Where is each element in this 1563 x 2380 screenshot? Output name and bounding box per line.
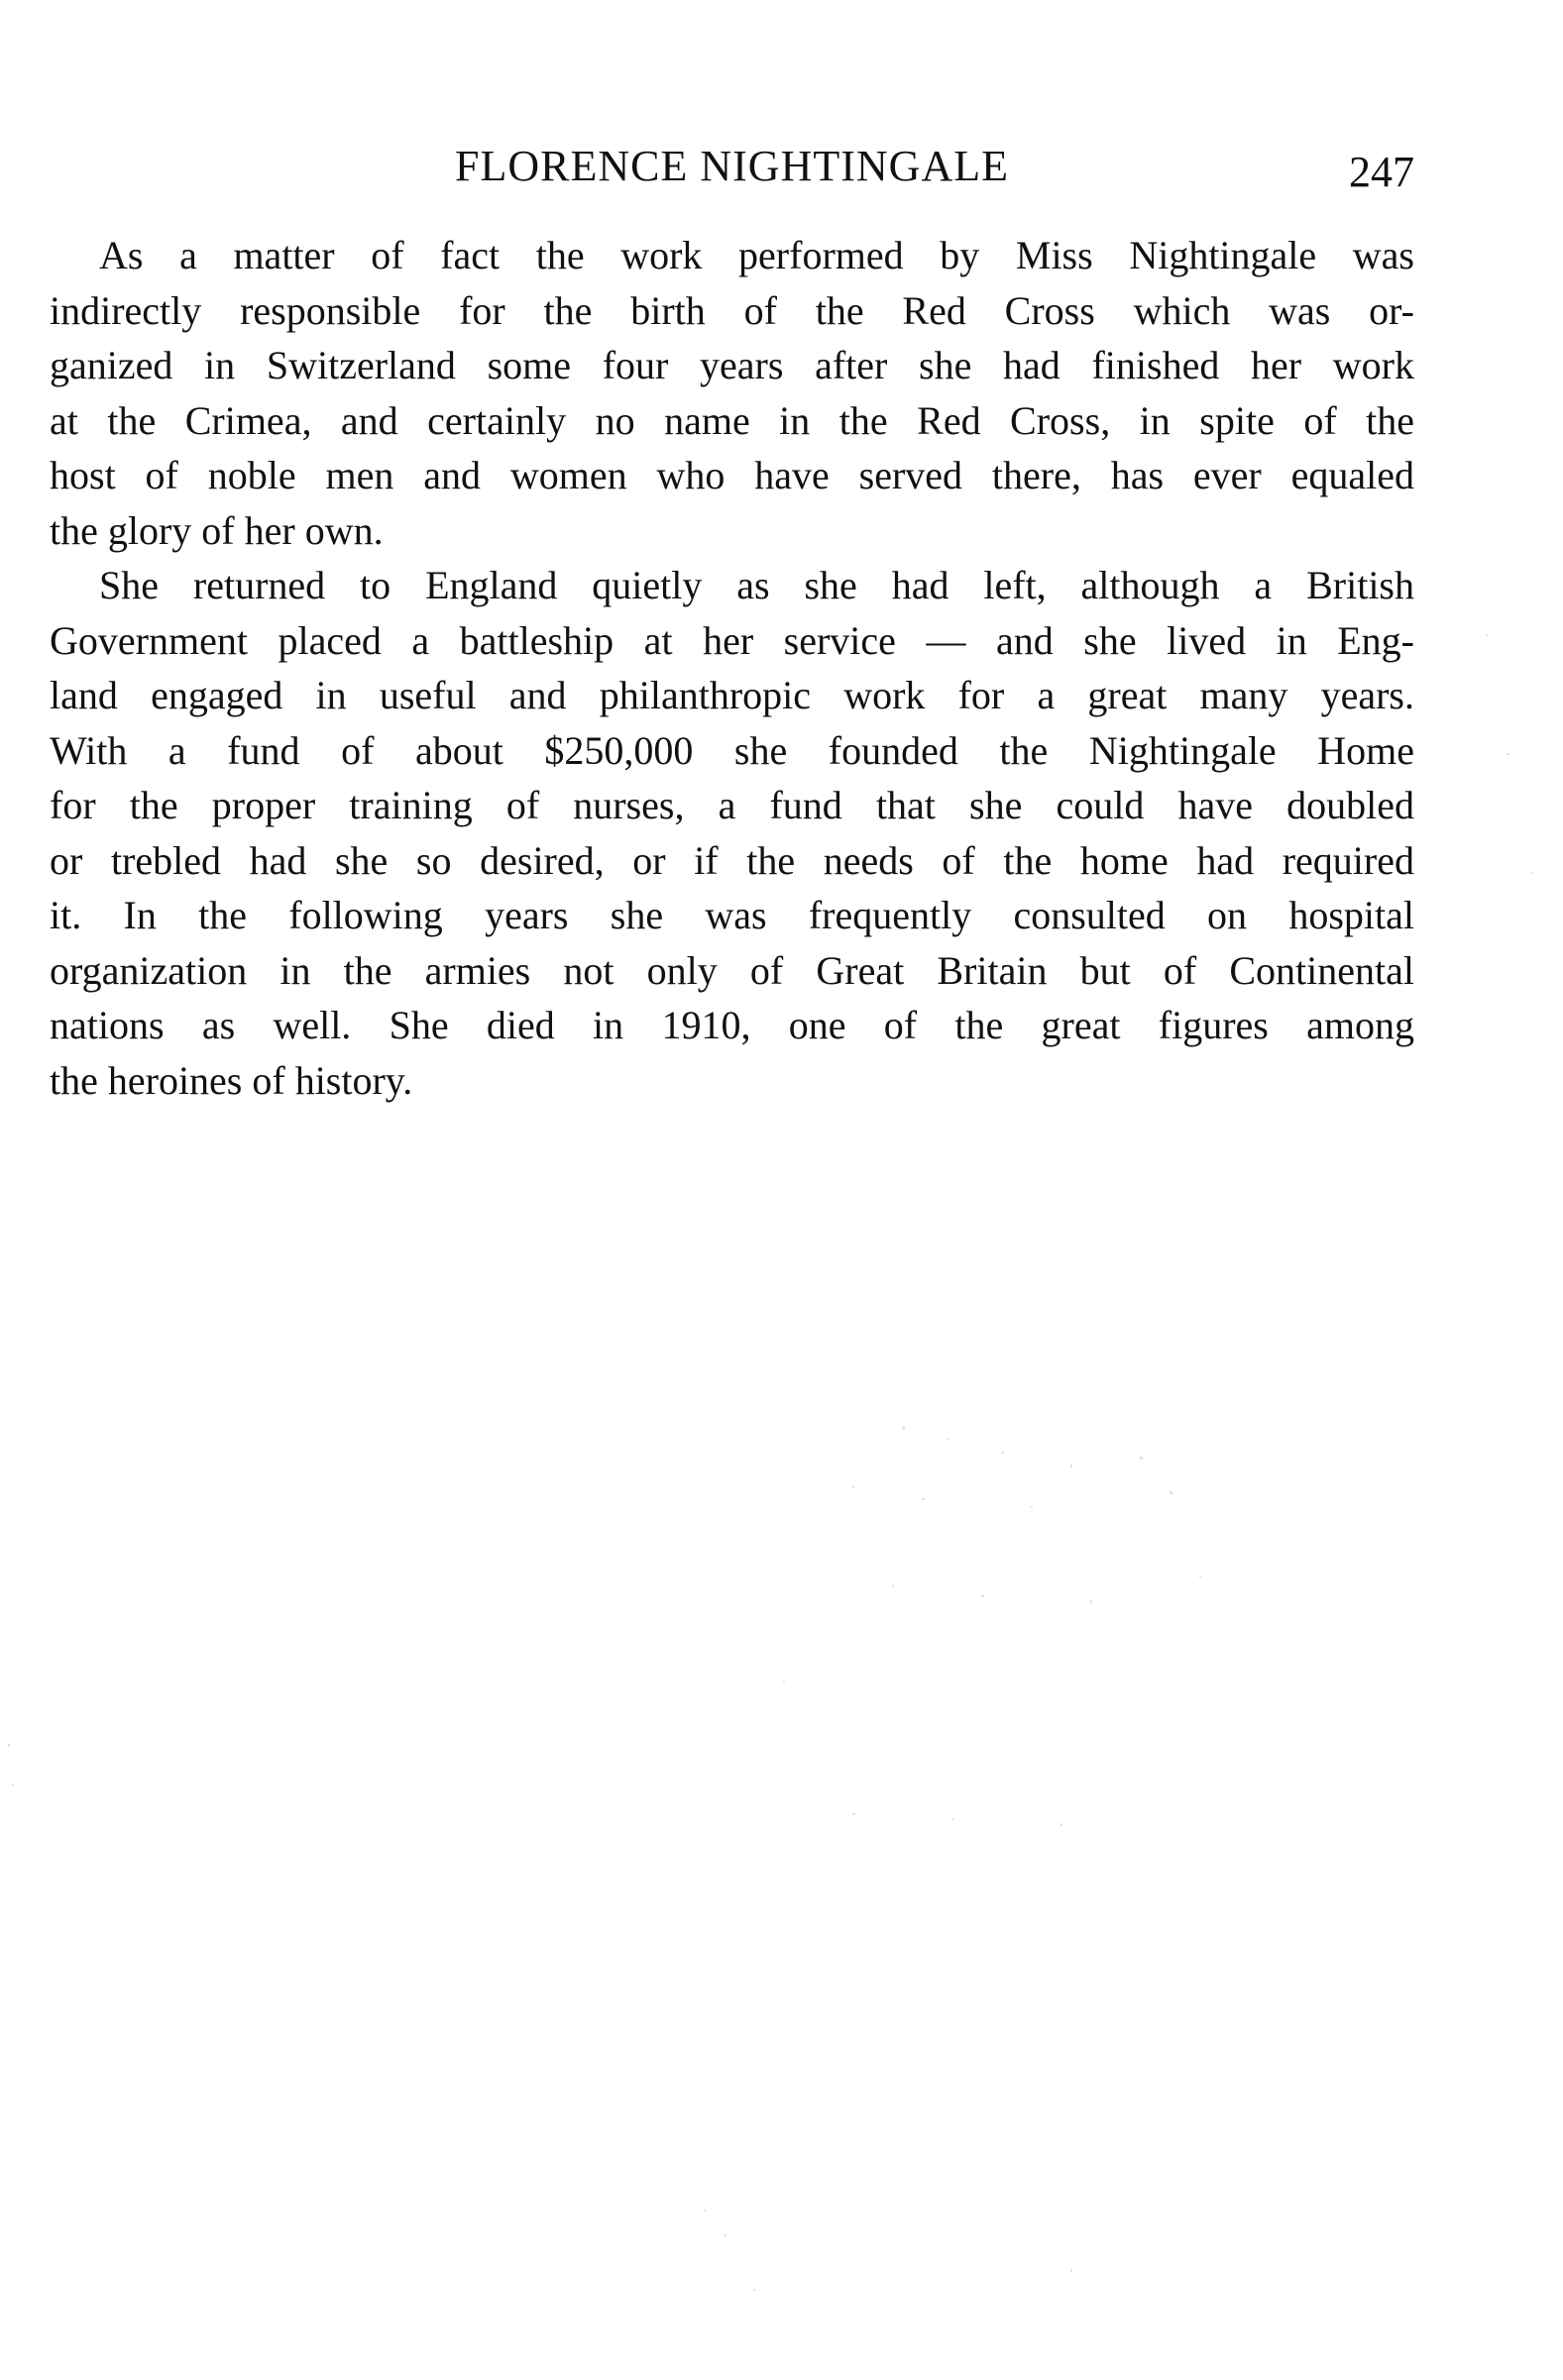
text-line: the heroines of history.	[50, 1057, 413, 1103]
scan-speckle	[1001, 1452, 1004, 1454]
scan-speckle	[902, 1427, 905, 1430]
paragraph	[50, 228, 1414, 558]
text-line: Government placed a battleship at her service — and she lived in Eng-	[50, 617, 1414, 663]
scan-speckle	[951, 1818, 953, 1820]
scan-speckle	[981, 1595, 984, 1597]
text-line: host of noble men and women who have served there, has ever equaled	[50, 453, 1414, 497]
scan-speckle	[922, 1498, 925, 1500]
scan-speckle	[892, 1585, 894, 1587]
text-line: She returned to England quietly as she had left, although a British	[99, 563, 1414, 607]
scan-speckle	[947, 1439, 949, 1441]
scan-speckle	[753, 2289, 755, 2291]
scan-speckle	[1170, 1491, 1172, 1494]
scan-speckle	[1090, 1600, 1092, 1603]
scan-speckle	[704, 2210, 706, 2212]
text-line: indirectly responsible for the birth of the Red Cross which was or-	[50, 287, 1414, 333]
scan-speckle	[1199, 1575, 1201, 1577]
scan-speckle	[1531, 872, 1533, 874]
scan-speckle	[1061, 1823, 1062, 1826]
scan-speckle	[12, 1784, 14, 1785]
text-line: organization in the armies not only of Great Britain but of Continental	[50, 947, 1414, 993]
text-line: or trebled had she so desired, or if the needs of the home had required	[50, 837, 1414, 883]
scan-speckle	[852, 1813, 855, 1815]
running-title: FLORENCE NIGHTINGALE	[455, 142, 1009, 190]
text-line: land engaged in useful and philanthropic work for a great many years.	[50, 673, 1414, 717]
scan-speckle	[8, 1744, 10, 1747]
text-line: As a matter of fact the work performed by Miss Nightingale was	[99, 233, 1414, 277]
scan-speckle	[852, 1486, 854, 1488]
scan-speckle	[1070, 2269, 1072, 2272]
text-line: it. In the following years she was frequently consulted on hospital	[50, 893, 1414, 937]
text-line: the glory of her own.	[50, 507, 384, 553]
paragraph	[50, 558, 1414, 1108]
scan-speckle	[1031, 1506, 1033, 1508]
text-line: nations as well. She died in 1910, one of the great figures among	[50, 1003, 1414, 1047]
text-line: ganized in Switzerland some four years after she had finished her work	[50, 343, 1414, 387]
scan-speckle	[1507, 753, 1509, 755]
scan-speckle	[1140, 1457, 1143, 1460]
body-text	[50, 228, 1414, 1108]
text-line: With a fund of about $250,000 she founded the Nightingale Home	[50, 727, 1414, 773]
running-head	[50, 137, 1414, 196]
scan-speckle	[724, 2234, 726, 2236]
text-line: for the proper training of nurses, a fund that she could have doubled	[50, 783, 1414, 827]
page-number: 247	[1349, 148, 1414, 196]
scan-speckle	[1487, 634, 1489, 636]
text-line: at the Crimea, and certainly no name in the Red Cross, in spite of the	[50, 397, 1414, 443]
scan-speckle	[1070, 1464, 1072, 1467]
scan-speckle	[783, 1679, 785, 1681]
